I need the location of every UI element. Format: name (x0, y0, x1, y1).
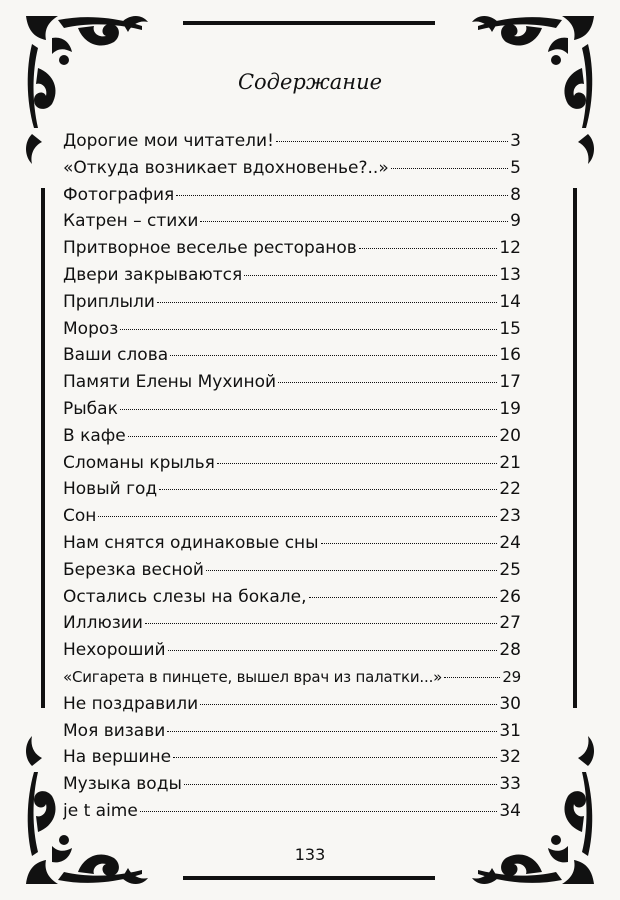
toc-entry-title: «Сигарета в пинцете, вышел врач из палатки...» (63, 667, 443, 686)
dot-leader (276, 141, 508, 142)
toc-entry-title: Сон (63, 506, 97, 527)
toc-entry-title: Двери закрываются (63, 264, 243, 285)
toc-heading: Содержание (237, 70, 383, 94)
toc-entry[interactable] (63, 182, 521, 209)
dot-leader (176, 195, 508, 196)
dot-leader (98, 516, 497, 517)
toc-entry[interactable] (63, 155, 521, 182)
toc-entry-page: 28 (499, 640, 521, 661)
toc-entry[interactable] (63, 316, 521, 343)
toc-entry-title: Нехороший (63, 640, 166, 661)
toc-entry[interactable] (63, 289, 521, 316)
toc-entry-title: Приплыли (63, 291, 155, 312)
dot-leader (159, 489, 497, 490)
toc-entry-title: Иллюзии (63, 613, 143, 634)
toc-entry-page: 31 (499, 720, 521, 741)
frame-bottom-rule (183, 876, 435, 880)
toc-entry-title: Не поздравили (63, 693, 199, 714)
toc-entry-title: Катрен – стихи (63, 211, 199, 232)
toc-entry-title: На вершине (63, 747, 172, 768)
toc-entry-page: 5 (510, 157, 521, 178)
dot-leader (391, 168, 508, 169)
dot-leader (184, 784, 497, 785)
toc-entry[interactable] (63, 610, 521, 637)
toc-entry[interactable] (63, 557, 521, 584)
dot-leader (200, 704, 497, 705)
toc-entry[interactable] (63, 128, 521, 155)
toc-entry-page: 20 (499, 425, 521, 446)
toc-entry[interactable] (63, 235, 521, 262)
toc-entry-page: 25 (499, 559, 521, 580)
toc-entry[interactable] (63, 771, 521, 798)
dot-leader (157, 302, 497, 303)
toc-entry[interactable] (63, 476, 521, 503)
toc-entry[interactable] (63, 342, 521, 369)
toc-entry-page: 8 (510, 184, 521, 205)
dot-leader (168, 650, 498, 651)
toc-entry-page: 30 (499, 693, 521, 714)
toc-entry-page: 16 (499, 345, 521, 366)
toc-entry-page: 17 (499, 372, 521, 393)
toc-entry-title: Фотография (63, 184, 175, 205)
dot-leader (120, 329, 497, 330)
dot-leader (444, 677, 500, 678)
toc-entry-title: Березка весной (63, 559, 204, 580)
frame-left-rule (41, 188, 45, 708)
toc-entry-title: Дорогие мои читатели! (63, 131, 274, 151)
toc-entry-title: В кафе (63, 425, 126, 446)
toc-entry-page: 14 (499, 291, 521, 312)
dot-leader (321, 543, 498, 544)
toc-entry-title: Рыбак (63, 398, 118, 419)
toc-entry[interactable] (63, 423, 521, 450)
toc-entry-title: Сломаны крылья (63, 452, 215, 473)
toc-entry-page: 34 (499, 800, 521, 821)
toc-entry[interactable] (63, 664, 521, 691)
dot-leader (167, 731, 497, 732)
page-number: 133 (294, 845, 326, 864)
toc-entry-page: 3 (510, 131, 521, 151)
toc-entry[interactable] (63, 262, 521, 289)
toc-entry[interactable] (63, 691, 521, 718)
toc-entry-title: «Откуда возникает вдохновенье?..» (63, 157, 389, 178)
toc-entry[interactable] (63, 637, 521, 664)
toc-entry-title: Новый год (63, 479, 158, 500)
toc-entry-page: 27 (499, 613, 521, 634)
toc-entry-page: 32 (499, 747, 521, 768)
toc-entry[interactable] (63, 584, 521, 611)
dot-leader (128, 436, 498, 437)
toc-entry[interactable] (63, 396, 521, 423)
toc-entry[interactable] (63, 744, 521, 771)
frame-right-rule (573, 188, 577, 708)
toc-entry-page: 26 (499, 586, 521, 607)
frame-top-rule (183, 21, 435, 25)
toc-entry-page: 15 (499, 318, 521, 339)
dot-leader (217, 463, 497, 464)
dot-leader (170, 355, 497, 356)
toc-entry-title: Ваши слова (63, 345, 169, 366)
toc-entry[interactable] (63, 208, 521, 235)
toc-entry-page: 29 (502, 667, 521, 686)
dot-leader (120, 409, 498, 410)
toc-entry-title: je t aime (63, 800, 138, 821)
toc-entry-page: 12 (499, 238, 521, 259)
toc-entry[interactable] (63, 530, 521, 557)
toc-entry[interactable] (63, 450, 521, 477)
dot-leader (206, 570, 497, 571)
toc-entry-page: 13 (499, 264, 521, 285)
dot-leader (173, 757, 497, 758)
toc-entry-title: Притворное веселье ресторанов (63, 238, 357, 259)
dot-leader (309, 597, 498, 598)
toc-entry-page: 33 (499, 774, 521, 795)
toc-entry-page: 23 (499, 506, 521, 527)
toc-entry-page: 22 (499, 479, 521, 500)
toc-entry-title: Остались слезы на бокале, (63, 586, 307, 607)
table-of-contents (63, 128, 521, 825)
toc-entry[interactable] (63, 718, 521, 745)
toc-entry-page: 9 (510, 211, 521, 232)
toc-entry-title: Нам снятся одинаковые сны (63, 532, 319, 553)
toc-entry-page: 19 (499, 398, 521, 419)
toc-entry-page: 24 (499, 532, 521, 553)
dot-leader (359, 248, 498, 249)
toc-entry[interactable] (63, 369, 521, 396)
dot-leader (140, 811, 498, 812)
dot-leader (145, 623, 497, 624)
toc-entry[interactable] (63, 503, 521, 530)
toc-entry-page: 21 (499, 452, 521, 473)
toc-entry-title: Моя визави (63, 720, 166, 741)
dot-leader (244, 275, 497, 276)
toc-entry-title: Мороз (63, 318, 119, 339)
dot-leader (278, 382, 497, 383)
toc-entry[interactable] (63, 798, 521, 825)
toc-entry-title: Памяти Елены Мухиной (63, 372, 277, 393)
dot-leader (200, 221, 508, 222)
toc-entry-title: Музыка воды (63, 774, 182, 795)
